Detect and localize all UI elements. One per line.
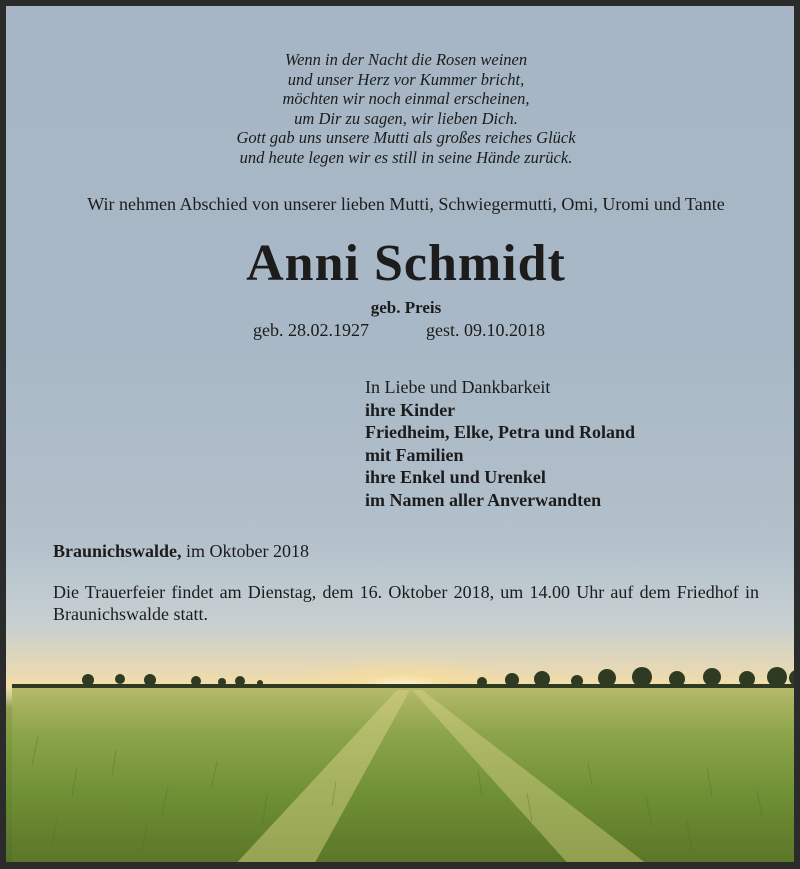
mourner-line: Friedheim, Elke, Petra und Roland bbox=[365, 422, 636, 442]
mourner-line: im Namen aller Anverwandten bbox=[365, 489, 602, 510]
service-notice: Die Trauerfeier findet am Dienstag, dem 16. Oktober 2018, um 14.00 Uhr auf dem Friedhof in Braunichswalde statt. bbox=[53, 582, 759, 624]
poem bbox=[6, 50, 800, 167]
wheat-field bbox=[12, 688, 800, 868]
mourner-line: ihre Kinder bbox=[365, 399, 456, 420]
maiden-name: geb. Preis bbox=[370, 298, 442, 317]
poem-line: und unser Herz vor Kummer bricht, bbox=[287, 69, 525, 89]
birth-date: geb. 28.02.1927 bbox=[253, 320, 369, 340]
place-name: Braunichswalde, bbox=[53, 541, 182, 561]
date-text: im Oktober 2018 bbox=[181, 541, 310, 561]
place-date bbox=[53, 541, 309, 562]
mourner-line: ihre Enkel und Urenkel bbox=[365, 467, 546, 487]
poem-line: Gott gab uns unsere Mutti als großes reiches Glück bbox=[236, 128, 576, 147]
mourner-line: mit Familien bbox=[365, 444, 464, 465]
mourners-opening: In Liebe und Dankbarkeit bbox=[365, 377, 551, 397]
farewell-intro: Wir nehmen Abschied von unserer lieben Mutti, Schwiegermutti, Omi, Uromi und Tante bbox=[87, 194, 725, 214]
poem-line: möchten wir noch einmal erscheinen, bbox=[282, 89, 530, 108]
wheat-field-sunset-image bbox=[12, 646, 800, 868]
mourners-block bbox=[365, 376, 635, 511]
poem-line: um Dir zu sagen, wir lieben Dich. bbox=[294, 108, 518, 128]
deceased-name: Anni Schmidt bbox=[246, 235, 566, 292]
death-date: gest. 09.10.2018 bbox=[426, 320, 545, 340]
poem-line: und heute legen wir es still in seine Hände zurück. bbox=[239, 147, 573, 167]
poem-line: Wenn in der Nacht die Rosen weinen bbox=[284, 50, 528, 69]
